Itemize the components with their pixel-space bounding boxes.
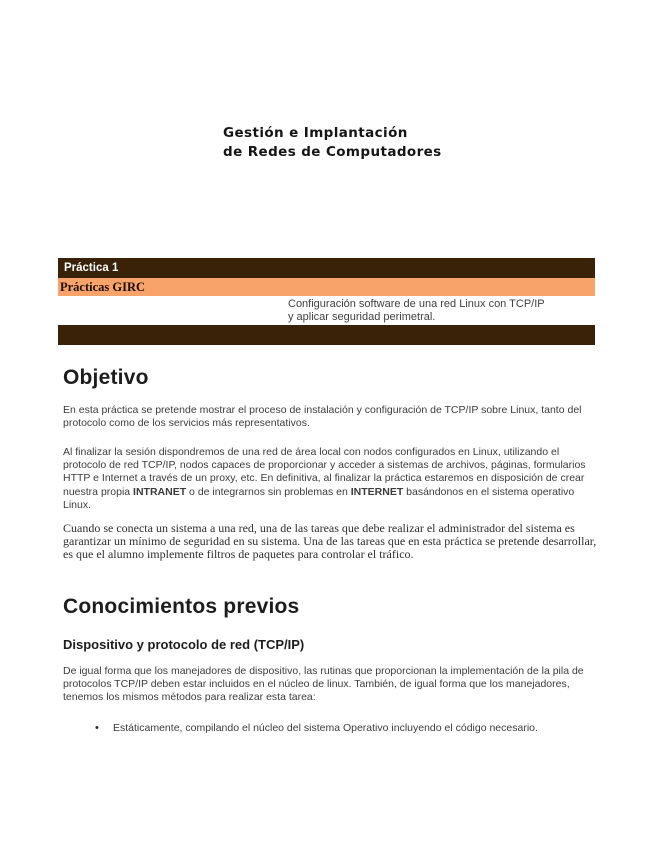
objetivo-paragraph-2-part3: basándonos en el sistema operativo Linux. bbox=[63, 485, 575, 511]
objetivo-paragraph-1: En esta práctica se pretende mostrar el proceso de instalación y configuración de TCP/IP sobre Linux, tanto del protocolo como de los servicios más representativos. bbox=[63, 404, 582, 430]
conocimientos-subheading: Dispositivo y protocolo de red (TCP/IP) bbox=[63, 637, 305, 652]
bullet-icon: • bbox=[95, 722, 99, 734]
bullet-item-text: Estáticamente, compilando el núcleo del sistema Operativo incluyendo el código necesario. bbox=[113, 722, 538, 734]
series-label: Prácticas GIRC bbox=[60, 279, 146, 294]
practice-subtitle-line1: Configuración software de una red Linux con TCP/IP bbox=[288, 298, 545, 310]
bullet-item bbox=[95, 722, 595, 735]
conocimientos-heading: Conocimientos previos bbox=[63, 595, 300, 618]
banner-bottom-rule bbox=[58, 325, 595, 345]
objetivo-heading: Objetivo bbox=[63, 366, 149, 389]
document-title-line1: Gestión e Implantación bbox=[223, 125, 408, 141]
objetivo-paragraph-2 bbox=[63, 446, 595, 512]
objetivo-paragraph-3: Cuando se conecta un sistema a una red, una de las tareas que debe realizar el administrador del sistema es garantizar un mínimo de seguridad en su sistema. Una de las tareas que en esta práctica se pretende desarrollar, es que el alumno implemente filtros de paquetes para controlar el tráfico. bbox=[63, 521, 597, 561]
practice-number-label: Práctica 1 bbox=[64, 262, 119, 274]
objetivo-paragraph-2-part1: Al finalizar la sesión dispondremos de una red de área local con nodos configurados en Linux, utilizando el protocolo de red TCP/IP, nodos capaces de proporcionar y acceder a sistemas de archivos, páginas, formularios HTTP e Internet a través de un proxy, etc. En definitiva, al finalizar la práctica estaremos en disposición de crear nuestra propia bbox=[63, 446, 586, 498]
document-title bbox=[223, 124, 442, 162]
conocimientos-paragraph-1: De igual forma que los manejadores de dispositivo, las rutinas que proporcionan la implementación de la pila de protocolos TCP/IP deben estar incluidos en el núcleo de linux. También, de igual forma que los manejadores, tenemos los mismos métodos para realizar esta tarea: bbox=[63, 665, 584, 704]
practice-banner bbox=[58, 258, 595, 345]
practice-number-bar bbox=[58, 258, 595, 278]
practice-subtitle bbox=[58, 296, 595, 325]
intranet-emphasis: INTRANET bbox=[133, 485, 187, 498]
objetivo-paragraph-2-part2: o de integrarnos sin problemas en bbox=[186, 485, 351, 498]
document-title-line2: de Redes de Computadores bbox=[223, 144, 442, 160]
internet-emphasis: INTERNET bbox=[350, 485, 404, 498]
series-bar bbox=[58, 278, 595, 296]
practice-subtitle-line2: y aplicar seguridad perimetral. bbox=[288, 311, 436, 323]
